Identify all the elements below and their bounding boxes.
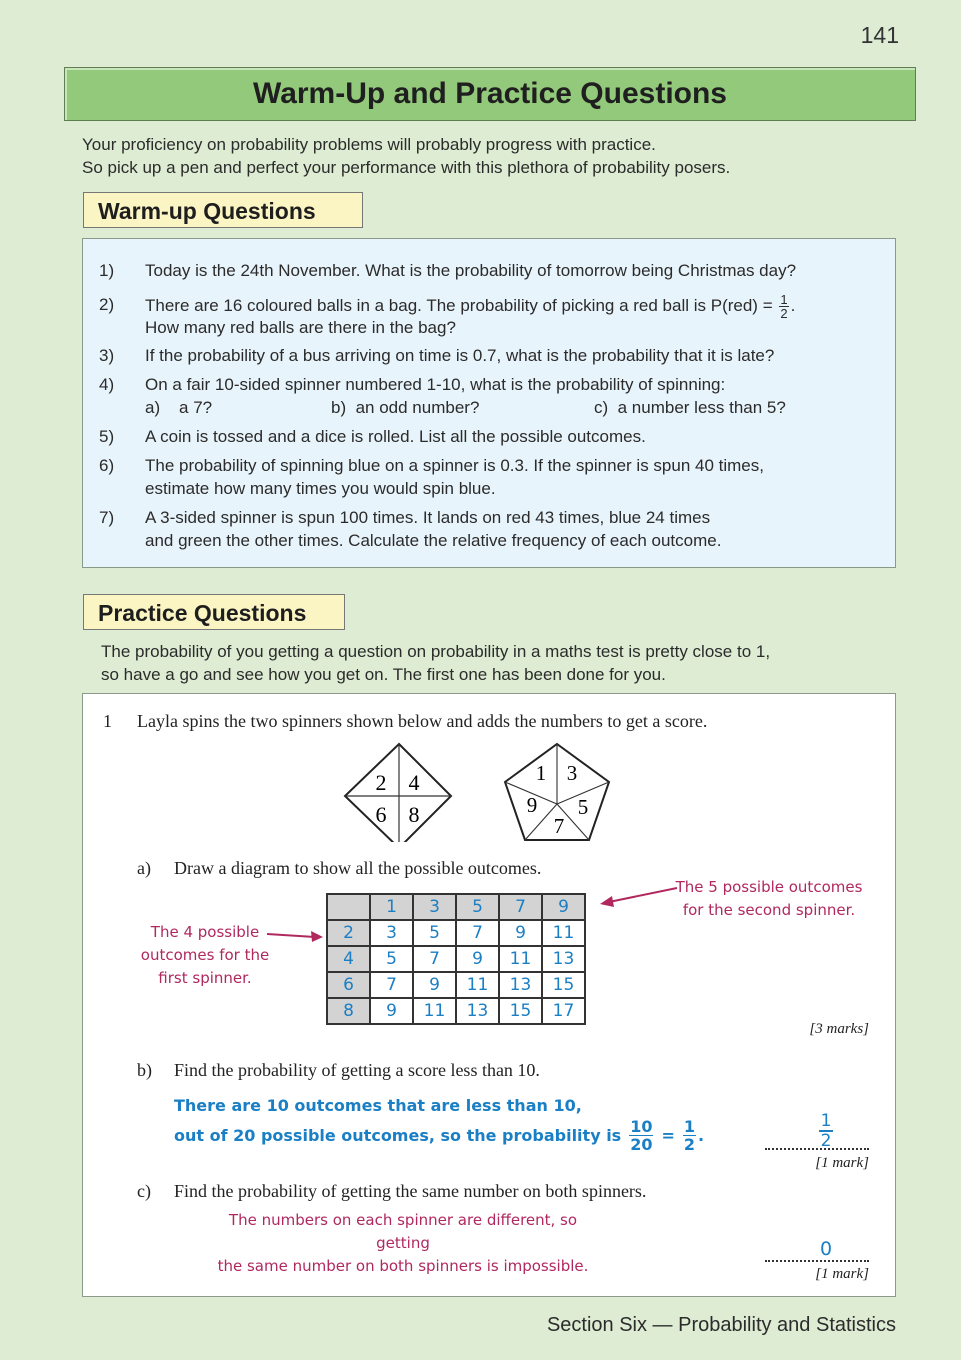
part-a-text: Draw a diagram to show all the possible outcomes. bbox=[174, 858, 542, 878]
table-header-cell: 9 bbox=[542, 894, 585, 920]
question-line: There are 16 coloured balls in a bag. The probability of picking a red ball is P(red) = bbox=[145, 295, 773, 315]
warmup-question-4 bbox=[99, 373, 879, 419]
working-text: out of 20 possible outcomes, so the probability is bbox=[174, 1126, 622, 1145]
answer-line[interactable] bbox=[765, 1148, 869, 1150]
table-header-cell bbox=[327, 894, 370, 920]
question-number: 5) bbox=[99, 427, 115, 446]
table-cell: 15 bbox=[542, 972, 585, 998]
note-second-spinner bbox=[669, 876, 869, 922]
table-header-cell: 3 bbox=[413, 894, 456, 920]
table-header-row bbox=[327, 894, 585, 920]
section-footer: Section Six — Probability and Statistics bbox=[546, 1314, 896, 1336]
spinner1-label: 6 bbox=[375, 802, 387, 827]
question-number: 3) bbox=[99, 346, 115, 365]
part-a-marks: [3 marks] bbox=[809, 1021, 869, 1037]
arrow-icon bbox=[265, 927, 325, 943]
fraction-numerator: 1 bbox=[683, 1117, 696, 1136]
note-line: The 5 possible outcomes bbox=[675, 878, 863, 896]
table-cell: 7 bbox=[370, 972, 413, 998]
part-a bbox=[145, 396, 212, 419]
fraction-denominator: 2 bbox=[780, 306, 788, 321]
table-cell: 13 bbox=[499, 972, 542, 998]
outcomes-table bbox=[326, 893, 586, 1025]
table-cell: 11 bbox=[499, 946, 542, 972]
table-row bbox=[327, 998, 585, 1024]
table-cell: 11 bbox=[413, 998, 456, 1024]
practice-intro-line: The probability of you getting a question on probability in a maths test is pretty close to 1, bbox=[101, 642, 771, 661]
part-c-label: c) bbox=[137, 1181, 151, 1201]
table-row bbox=[327, 972, 585, 998]
fraction-denominator: 20 bbox=[630, 1135, 653, 1154]
fraction bbox=[629, 1118, 653, 1153]
equals-sign: = bbox=[661, 1126, 675, 1145]
question-text: Today is the 24th November. What is the probability of tomorrow being Christmas day? bbox=[145, 261, 797, 280]
practice-intro bbox=[101, 640, 770, 686]
table-row-header-cell: 8 bbox=[327, 998, 370, 1024]
table-header-cell: 1 bbox=[370, 894, 413, 920]
question-text: On a fair 10-sided spinner numbered 1-10, what is the probability of spinning: bbox=[145, 375, 726, 394]
part-b-label: b) bbox=[137, 1060, 152, 1080]
table-header-cell: 7 bbox=[499, 894, 542, 920]
table-cell: 3 bbox=[370, 920, 413, 946]
table-row-header-cell: 6 bbox=[327, 972, 370, 998]
part-c-answer: 0 bbox=[819, 1238, 833, 1260]
question-number: 1 bbox=[103, 711, 112, 731]
spinner1-label: 4 bbox=[408, 770, 420, 795]
table-header-cell: 5 bbox=[456, 894, 499, 920]
fraction-denominator: 2 bbox=[683, 1135, 696, 1154]
table-cell: 17 bbox=[542, 998, 585, 1024]
note-line: first spinner. bbox=[158, 969, 252, 987]
question-number: 4) bbox=[99, 375, 115, 394]
table-cell: 9 bbox=[370, 998, 413, 1024]
part-text: a number less than 5? bbox=[617, 398, 786, 417]
table-cell: 11 bbox=[456, 972, 499, 998]
question-number: 1) bbox=[99, 261, 115, 280]
note-line: the same number on both spinners is impossible. bbox=[217, 1257, 589, 1275]
spinner1-label: 2 bbox=[375, 770, 387, 795]
practice-intro-line: so have a go and see how you get on. The first one has been done for you. bbox=[101, 665, 666, 684]
page-title: Warm-Up and Practice Questions bbox=[64, 67, 916, 121]
question-text: If the probability of a bus arriving on time is 0.7, what is the probability that it is late? bbox=[145, 346, 775, 365]
warmup-heading: Warm-up Questions bbox=[83, 192, 363, 228]
intro-line: So pick up a pen and perfect your performance with this plethora of probability posers. bbox=[82, 158, 731, 177]
table-cell: 7 bbox=[413, 946, 456, 972]
spinner2-label: 1 bbox=[535, 761, 547, 785]
answer-denominator: 2 bbox=[820, 1131, 832, 1151]
fraction bbox=[683, 1118, 696, 1153]
part-label: c) bbox=[594, 398, 609, 417]
fraction bbox=[779, 293, 788, 320]
part-b-text: Find the probability of getting a score less than 10. bbox=[174, 1060, 540, 1080]
note-line: for the second spinner. bbox=[682, 901, 856, 919]
table-cell: 5 bbox=[370, 946, 413, 972]
part-text: a 7? bbox=[179, 398, 213, 417]
part-label: b) bbox=[331, 398, 347, 417]
spinner2-label: 3 bbox=[566, 761, 578, 785]
spinners-diagram bbox=[341, 742, 641, 842]
note-line: The numbers on each spinner are different, so getting bbox=[228, 1211, 578, 1252]
table-cell: 9 bbox=[413, 972, 456, 998]
answer-line[interactable] bbox=[765, 1260, 869, 1262]
question-text: A coin is tossed and a dice is rolled. List all the possible outcomes. bbox=[145, 427, 646, 446]
question-stem: Layla spins the two spinners shown below and adds the numbers to get a score. bbox=[137, 711, 708, 731]
fraction-numerator: 1 bbox=[780, 292, 788, 307]
exam-question-box bbox=[82, 693, 896, 1297]
punctuation: . bbox=[790, 295, 796, 315]
table-cell: 13 bbox=[542, 946, 585, 972]
part-c-marks: [1 mark] bbox=[815, 1266, 869, 1282]
question-line: and green the other times. Calculate the relative frequency of each outcome. bbox=[145, 531, 722, 550]
part-c bbox=[594, 396, 786, 419]
part-text: an odd number? bbox=[355, 398, 480, 417]
warmup-questions-box bbox=[82, 238, 896, 568]
part-c-text: Find the probability of getting the same number on both spinners. bbox=[174, 1181, 647, 1201]
part-b-working-line: There are 10 outcomes that are less than 10, bbox=[174, 1096, 582, 1115]
table-row bbox=[327, 920, 585, 946]
part-b-working-line bbox=[174, 1118, 704, 1153]
page-number: 141 bbox=[860, 22, 899, 48]
table-cell: 5 bbox=[413, 920, 456, 946]
answer-numerator: 1 bbox=[820, 1111, 832, 1131]
question-line: estimate how many times you would spin blue. bbox=[145, 479, 496, 498]
intro-line: Your proficiency on probability problems will probably progress with practice. bbox=[82, 135, 656, 154]
table-row-header-cell: 4 bbox=[327, 946, 370, 972]
table-cell: 13 bbox=[456, 998, 499, 1024]
table-row bbox=[327, 946, 585, 972]
part-label: a) bbox=[145, 398, 161, 417]
table-cell: 9 bbox=[499, 920, 542, 946]
note-line: outcomes for the bbox=[140, 946, 270, 964]
pentagon-spinner bbox=[505, 744, 609, 840]
question-number: 7) bbox=[99, 508, 115, 527]
table-cell: 11 bbox=[542, 920, 585, 946]
spinner2-label: 5 bbox=[577, 795, 589, 819]
table-cell: 7 bbox=[456, 920, 499, 946]
practice-heading: Practice Questions bbox=[83, 594, 345, 630]
question-line: How many red balls are there in the bag? bbox=[145, 318, 456, 337]
question-text: The probability of spinning blue on a spinner is 0.3. If the spinner is spun 40 times, bbox=[145, 456, 764, 475]
arrow-icon bbox=[597, 886, 679, 908]
part-b-marks: [1 mark] bbox=[815, 1155, 869, 1171]
part-c-note bbox=[203, 1209, 603, 1278]
note-first-spinner bbox=[135, 921, 275, 990]
table-row-header-cell: 2 bbox=[327, 920, 370, 946]
part-a-label: a) bbox=[137, 858, 151, 878]
spinner1-label: 8 bbox=[408, 802, 420, 827]
question-number: 6) bbox=[99, 456, 115, 475]
punctuation: . bbox=[698, 1126, 705, 1145]
table-cell: 9 bbox=[456, 946, 499, 972]
spinner2-label: 7 bbox=[553, 814, 565, 838]
diamond-spinner bbox=[345, 744, 451, 842]
part-b-answer bbox=[801, 1112, 851, 1150]
question-text: A 3-sided spinner is spun 100 times. It lands on red 43 times, blue 24 times bbox=[145, 508, 711, 527]
part-b bbox=[331, 396, 479, 419]
question-number: 2) bbox=[99, 295, 115, 314]
note-line: The 4 possible bbox=[150, 923, 260, 941]
spinner2-label: 9 bbox=[526, 793, 538, 817]
table-cell: 15 bbox=[499, 998, 542, 1024]
fraction-numerator: 10 bbox=[630, 1117, 653, 1136]
intro-text bbox=[82, 133, 730, 179]
